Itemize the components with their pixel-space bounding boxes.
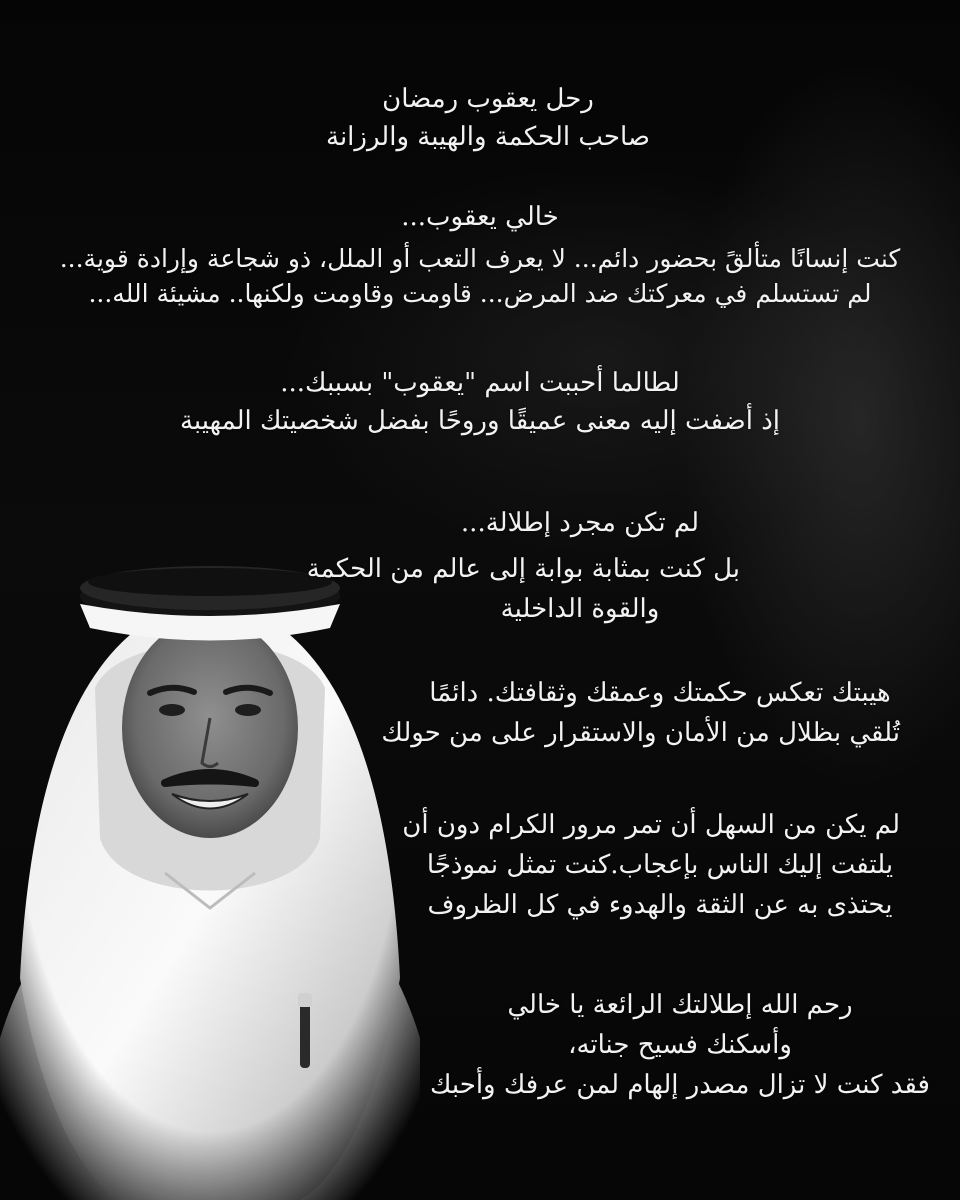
portrait-photo (0, 478, 420, 1200)
section-1-line-1: كنت إنسانًا متألقً بحضور دائم... لا يعرف التعب أو الملل، ذو شجاعة وإرادة قوية... (59, 244, 901, 273)
section-2-line-2: إذ أضفت إليه معنى عميقًا وروحًا بفضل شخصيتك المهيبة (179, 406, 781, 436)
section-3-line-3: والقوة الداخلية (500, 594, 660, 624)
section-1-line-2: لم تستسلم في معركتك ضد المرض... قاومت وقاومت ولكنها.. مشيئة الله... (88, 279, 872, 308)
section-3 (306, 508, 740, 624)
section-5-line-1: لم يكن من السهل أن تمر مرور الكرام دون أن (402, 810, 900, 840)
title-line-1: رحل يعقوب رمضان (382, 84, 594, 114)
title-block (0, 84, 960, 152)
section-2 (0, 368, 960, 436)
section-4 (381, 678, 900, 748)
section-1 (0, 202, 960, 309)
section-2-line-1: لطالما أحببت اسم "يعقوب" بسببك... (280, 368, 680, 398)
section-5-line-2: يلتفت إليك الناس بإعجاب.كنت تمثل نموذجًا (426, 850, 894, 880)
section-6 (420, 990, 940, 1100)
section-6-line-3: فقد كنت لا تزال مصدر إلهام لمن عرفك وأحبك (429, 1070, 930, 1100)
section-4-line-1: هيبتك تعكس حكمتك وعمقك وثقافتك. دائمًا (429, 678, 891, 708)
section-3-line-1: لم تكن مجرد إطلالة... (460, 508, 700, 538)
title-line-2: صاحب الحكمة والهيبة والرزانة (326, 122, 650, 152)
section-6-line-1: رحم الله إطلالتك الرائعة يا خالي (507, 990, 853, 1020)
section-3-line-2: بل كنت بمثابة بوابة إلى عالم من الحكمة (306, 554, 740, 584)
section-4-line-2: تُلقي بظلال من الأمان والاستقرار على من حولك (381, 718, 900, 748)
section-5 (402, 810, 900, 920)
section-1-heading: خالي يعقوب... (401, 202, 559, 232)
section-6-line-2: وأسكنك فسيح جناته، (568, 1030, 792, 1060)
section-5-line-3: يحتذى به عن الثقة والهدوء في كل الظروف (427, 890, 893, 920)
